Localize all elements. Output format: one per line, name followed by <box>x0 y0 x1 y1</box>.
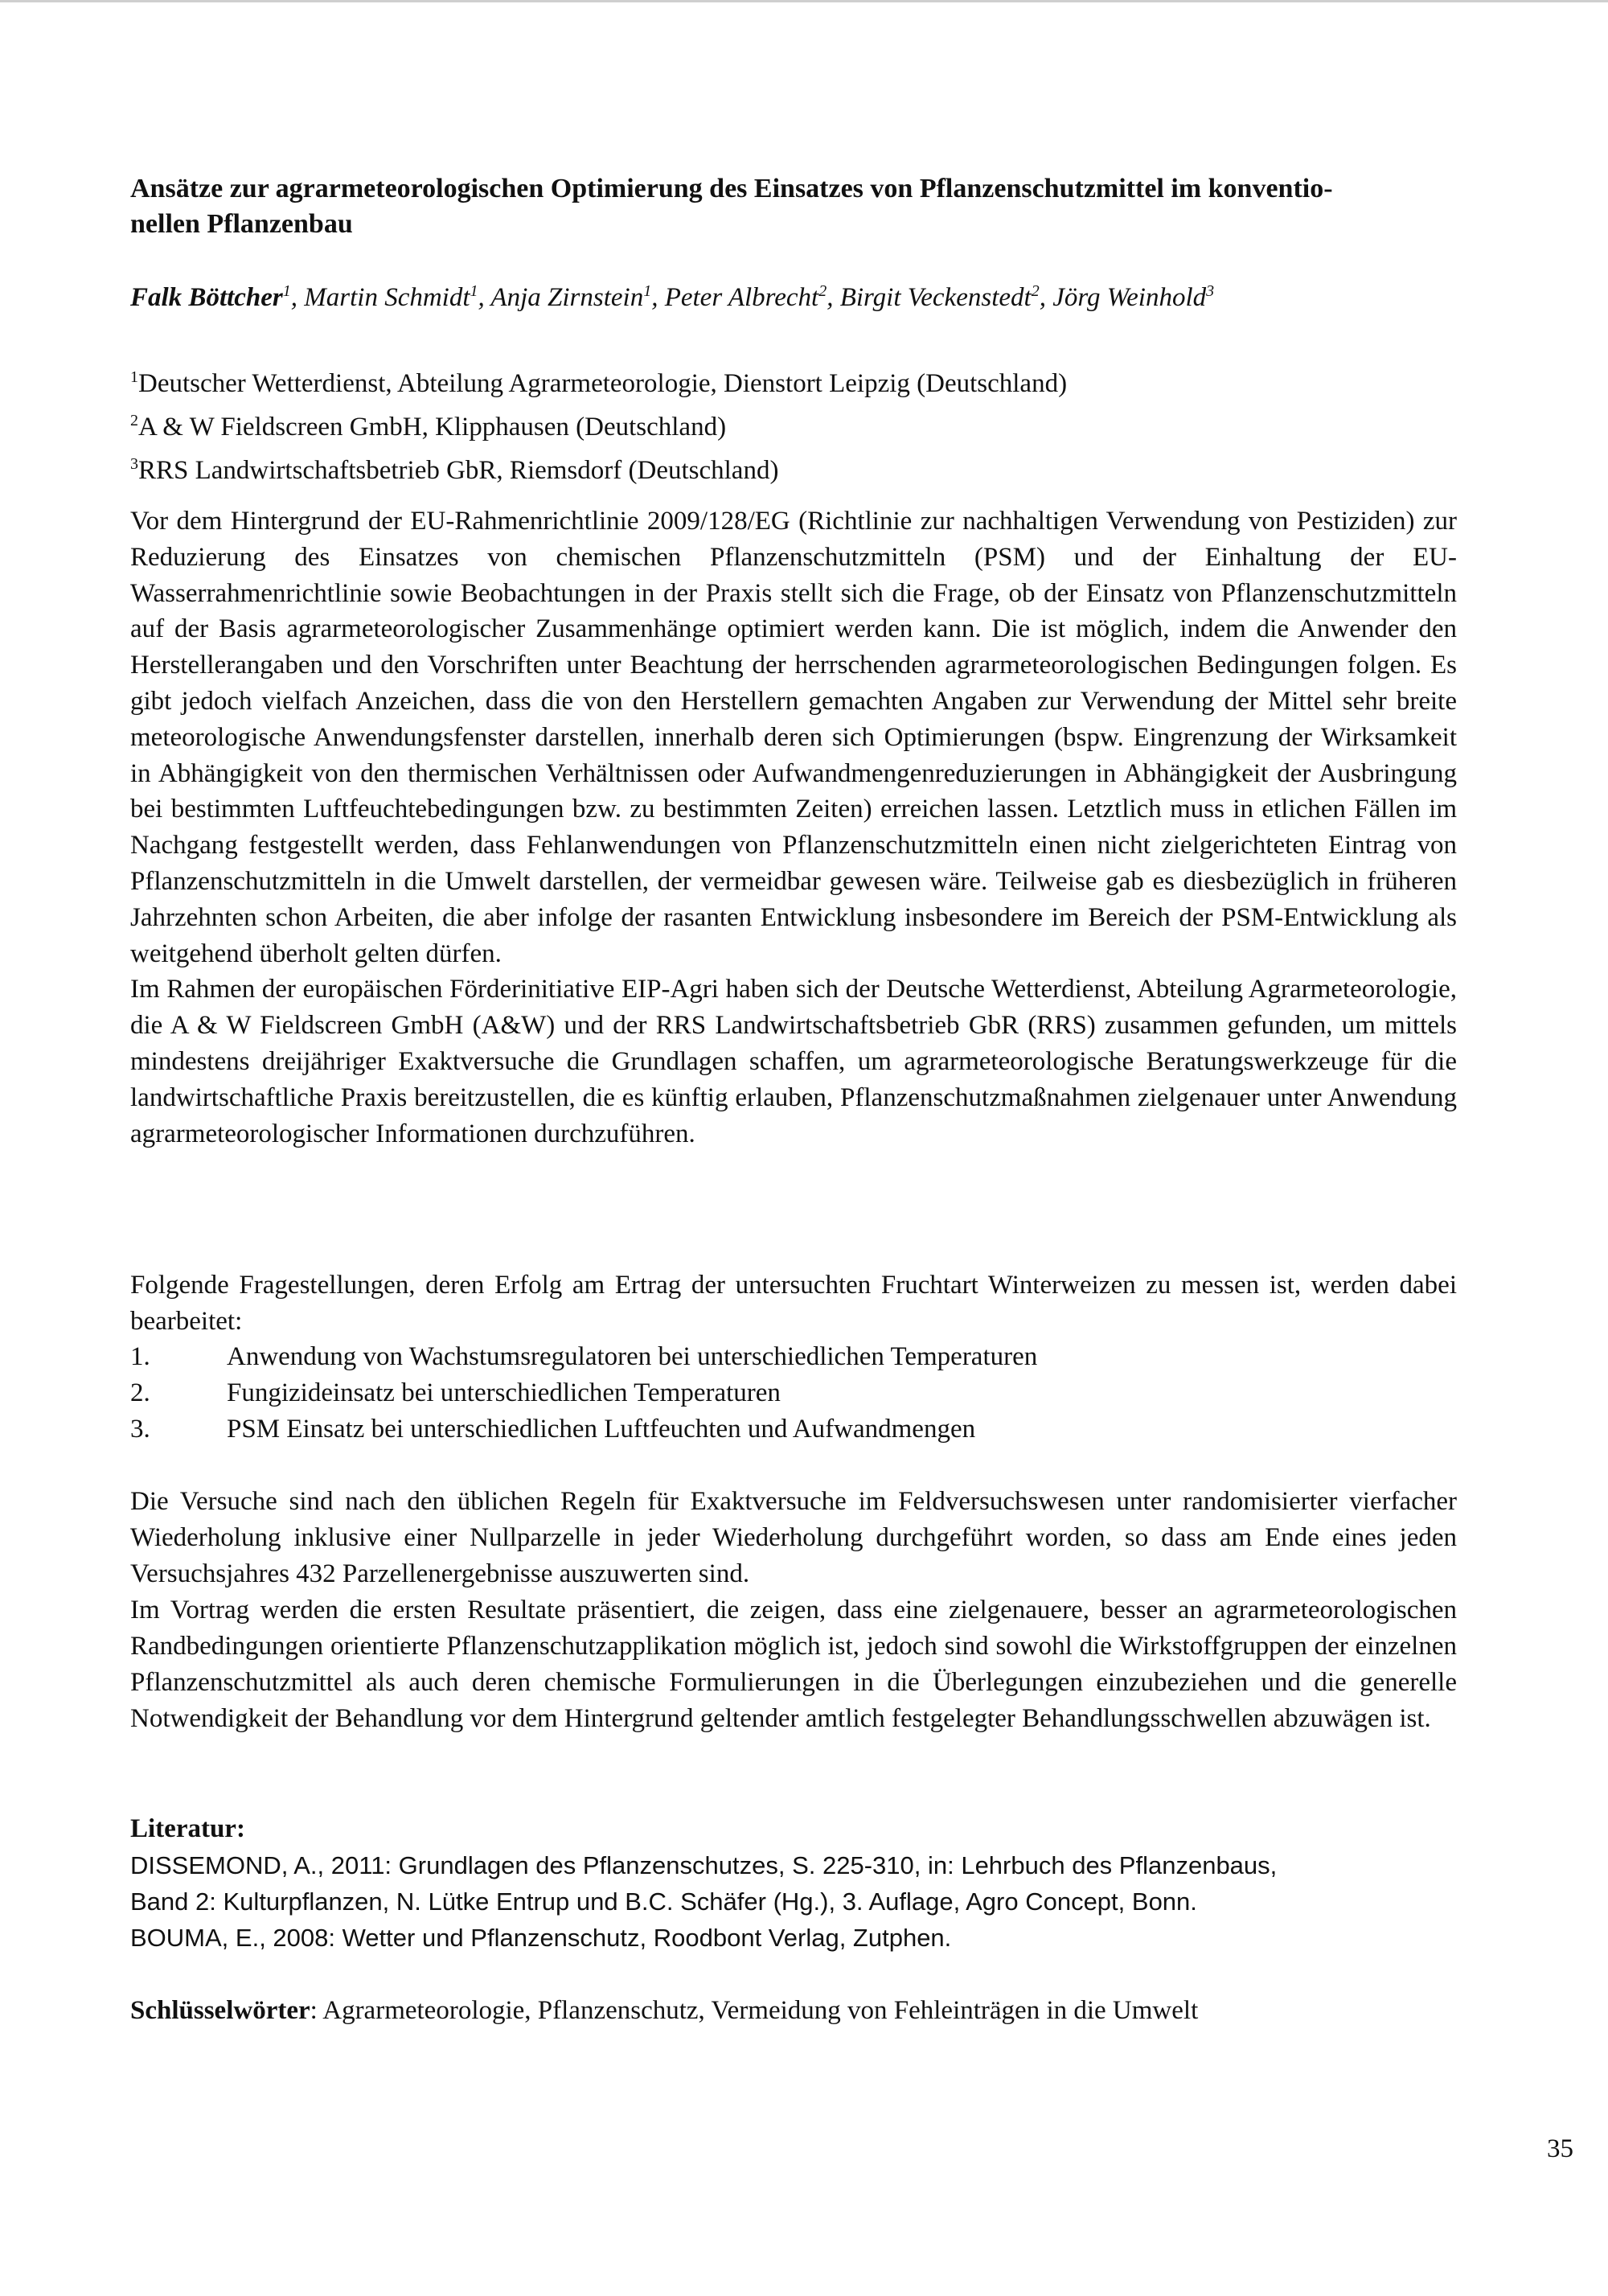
author-affil-mark: 2 <box>818 282 827 300</box>
top-rule <box>0 0 1608 2</box>
literature-entry-line: Band 2: Kulturpflanzen, N. Lütke Entrup und B.C. Schäfer (Hg.), 3. Auflage, Agro Concept, Bonn. <box>130 1887 1197 1916</box>
affiliation-text: Deutscher Wetterdienst, Abteilung Agrarmeteorologie, Dienstort Leipzig (Deutschland) <box>138 369 1068 398</box>
author-separator: , <box>651 283 665 312</box>
affiliation-list <box>130 359 1465 489</box>
author-separator: , <box>827 283 840 312</box>
affiliation-text: A & W Fieldscreen GmbH, Klipphausen (Deutschland) <box>138 413 727 442</box>
author-name: Falk Böttcher <box>130 283 283 312</box>
title-line-2: nellen Pflanzenbau <box>130 209 353 239</box>
literature-entry <box>130 1847 1465 1920</box>
page-number: 35 <box>1547 2134 1573 2163</box>
literature-entry <box>130 1920 1465 1956</box>
question-text: Fungizideinsatz bei unterschiedlichen Temperaturen <box>227 1378 781 1407</box>
question-item <box>130 1375 1457 1411</box>
author-list <box>130 273 1465 315</box>
affiliation-item <box>130 446 1465 489</box>
methods-paragraph: Die Versuche sind nach den üblichen Regeln für Exaktversuche im Feldversuchswesen unter randomisierter vierfacher Wiederholung inklusive einer Nullparzelle in jeder Wiederholung durchgeführt worden, so dass am Ende eines jeden Versuchsjahres 432 Parzellenergebnisse auszuwerten sind. <box>130 1487 1457 1588</box>
abstract-body <box>130 503 1457 1152</box>
author-name: Birgit Veckenstedt <box>839 283 1032 312</box>
question-text: Anwendung von Wachstumsregulatoren bei unterschiedlichen Temperaturen <box>227 1342 1038 1371</box>
affiliation-number: 3 <box>130 455 138 473</box>
literature-entry-line: DISSEMOND, A., 2011: Grundlagen des Pflanzenschutzes, S. 225-310, in: Lehrbuch des Pflanzenbaus, <box>130 1851 1278 1879</box>
author-affil-mark: 1 <box>282 282 291 300</box>
keywords <box>130 1993 1465 2028</box>
author-separator: , <box>1039 283 1053 312</box>
paper-title <box>130 171 1465 242</box>
question-list <box>130 1339 1457 1448</box>
author-affil-mark: 1 <box>643 282 652 300</box>
questions-intro: Folgende Fragestellungen, deren Erfolg am Ertrag der untersuchten Fruchtart Winterweizen zu messen ist, werden dabei bearbeitet: <box>130 1271 1457 1336</box>
question-item <box>130 1339 1457 1375</box>
author-separator: , <box>478 283 491 312</box>
author-name: Jörg Weinhold <box>1052 283 1207 312</box>
affiliation-item <box>130 359 1465 402</box>
abstract-paragraph: Im Rahmen der europäischen Förderinitiative EIP-Agri haben sich der Deutsche Wetterdienst, Abteilung Agrarmeteorologie, die A & W Fieldscreen GmbH (A&W) und der RRS Landwirtschaftsbetrieb GbR (RRS) zusammen gefunden, um mittels mindestens dreijähriger Exaktversuche die Grundlagen schaffen, um agrarmeteorologische Beratungswerkzeuge für die landwirtschaftliche Praxis bereitzustellen, die es künftig erlauben, Pflanzenschutzmaßnahmen zielgenauer unter Anwendung agrarmeteorologischer Informationen durchzuführen. <box>130 975 1457 1148</box>
abstract-paragraph: Vor dem Hintergrund der EU-Rahmenrichtlinie 2009/128/EG (Richtlinie zur nachhaltigen Verwendung von Pestiziden) zur Reduzierung des Einsatzes von chemischen Pflanzenschutzmitteln (PSM) und der Einhaltung der EU-Wasserrahmenrichtlinie sowie Beobachtungen in der Praxis stellt sich die Frage, ob der Einsatz von Pflanzenschutzmitteln auf der Basis agrarmeteorologischer Zusammenhänge optimiert werden kann. Die ist möglich, indem die Anwender den Herstellerangaben und den Vorschriften unter Beachtung der herrschenden agrarmeteorologischen Bedingungen folgen. Es gibt jedoch vielfach Anzeichen, dass die von den Herstellern gemachten Angaben zur Verwendung der Mittel sehr breite meteorologische Anwendungsfenster darstellen, innerhalb deren sich Optimierungen (bspw. Eingrenzung der Wirksamkeit in Abhängigkeit von den thermischen Verhältnissen oder Aufwandmengenreduzierungen in Abhängigkeit der Ausbringung bei bestimmten Luftfeuchtebedingungen bzw. zu bestimmten Zeiten) erreichen lassen. Letztlich muss in etlichen Fällen im Nachgang festgestellt werden, dass Fehlanwendungen von Pflanzenschutzmitteln einen nicht zielgerichteten Eintrag von Pflanzenschutzmitteln in die Umwelt darstellen, der vermeidbar gewesen wäre. Teilweise gab es diesbezüglich in früheren Jahrzehnten schon Arbeiten, die aber infolge der rasanten Entwicklung insbesondere im Bereich der PSM-Entwicklung als weitgehend überholt gelten dürfen. <box>130 507 1457 968</box>
author-name: Peter Albrecht <box>664 283 819 312</box>
author-separator: , <box>290 283 305 312</box>
methods-body <box>130 1484 1457 1737</box>
literature-entry-line: BOUMA, E., 2008: Wetter und Pflanzenschutz, Roodbont Verlag, Zutphen. <box>130 1924 952 1952</box>
author-affil-mark: 2 <box>1031 282 1040 300</box>
question-number: 2. <box>130 1378 150 1407</box>
keywords-text: : Agrarmeteorologie, Pflanzenschutz, Vermeidung von Fehleinträgen in die Umwelt <box>310 1996 1199 2025</box>
affiliation-text: RRS Landwirtschaftsbetrieb GbR, Riemsdorf (Deutschland) <box>138 456 779 485</box>
author-affil-mark: 1 <box>470 282 478 300</box>
literature-list <box>130 1847 1465 1956</box>
author-affil-mark: 3 <box>1206 282 1215 300</box>
affiliation-number: 2 <box>130 412 138 429</box>
question-number: 3. <box>130 1415 150 1444</box>
title-line-1: Ansätze zur agrarmeteorologischen Optimierung des Einsatzes von Pflanzenschutzmittel im konventio- <box>130 174 1333 203</box>
author-name: Anja Zirnstein <box>490 283 644 312</box>
question-number: 1. <box>130 1342 150 1371</box>
affiliation-number: 1 <box>130 368 138 386</box>
author-name: Martin Schmidt <box>304 283 470 312</box>
literature-heading: Literatur: <box>130 1814 245 1843</box>
affiliation-item <box>130 402 1465 446</box>
methods-paragraph: Im Vortrag werden die ersten Resultate präsentiert, die zeigen, dass eine zielgenauere, besser an agrarmeteorologischen Randbedingungen orientierte Pflanzenschutzapplikation möglich ist, jedoch sind sowohl die Wirkstoffgruppen der einzelnen Pflanzenschutzmittel als auch deren chemische Formulierungen in die Überlegungen einzubeziehen und die generelle Notwendigkeit der Behandlung vor dem Hintergrund geltender amtlich festgelegter Behandlungsschwellen abzuwägen ist. <box>130 1596 1457 1733</box>
keywords-label: Schlüsselwörter <box>130 1996 310 2025</box>
question-text: PSM Einsatz bei unterschiedlichen Luftfeuchten und Aufwandmengen <box>227 1415 976 1444</box>
question-item <box>130 1411 1457 1448</box>
